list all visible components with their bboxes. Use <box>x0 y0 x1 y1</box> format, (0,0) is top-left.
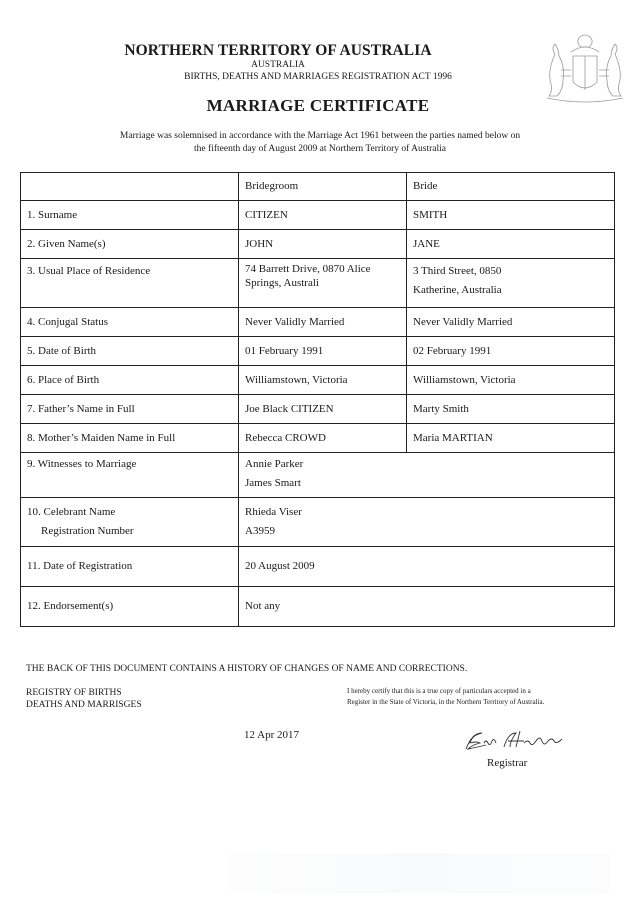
table-row <box>21 259 615 308</box>
registry-name <box>26 687 142 711</box>
celebrant-values <box>239 498 615 547</box>
table-row <box>21 337 615 366</box>
celebrant-registration-number: A3959 <box>245 525 275 537</box>
table-row <box>21 366 615 395</box>
certify-line-1: I hereby certify that this is a true copy of particulars accepted in a <box>347 687 531 695</box>
marriage-details-table <box>20 172 615 627</box>
endorsements-value: Not any <box>239 587 615 627</box>
table-row <box>21 424 615 453</box>
certification-statement <box>347 686 544 708</box>
witness-names <box>239 453 615 498</box>
registry-line-2: DEATHS AND MARRISGES <box>26 700 142 710</box>
celebrant-row <box>21 498 615 547</box>
groom-value: Never Validly Married <box>239 308 407 337</box>
issue-date: 12 Apr 2017 <box>244 729 299 741</box>
faint-watermark <box>225 853 610 893</box>
row-label: 1. Surname <box>21 201 239 230</box>
witness-name: James Smart <box>245 477 301 489</box>
registry-line-1: REGISTRY OF BIRTHS <box>26 688 122 698</box>
table-row <box>21 230 615 259</box>
bride-value: JANE <box>407 230 615 259</box>
certify-line-2: Register in the State of Victoria, in the Northern Territory of Australia. <box>347 698 545 706</box>
table-row <box>21 308 615 337</box>
row-label: 2. Given Name(s) <box>21 230 239 259</box>
row-label: 5. Date of Birth <box>21 337 239 366</box>
solemnisation-statement <box>60 130 580 156</box>
bride-value: SMITH <box>407 201 615 230</box>
table-row <box>21 201 615 230</box>
table-header-row <box>21 173 615 201</box>
territory-heading: NORTHERN TERRITORY OF AUSTRALIA <box>124 42 432 59</box>
registrar-signature-icon <box>460 727 570 755</box>
header-blank-cell <box>21 173 239 201</box>
table-row <box>21 395 615 424</box>
row-label: 11. Date of Registration <box>21 547 239 587</box>
row-label: 3. Usual Place of Residence <box>21 259 239 308</box>
groom-value: JOHN <box>239 230 407 259</box>
bride-value: Williamstown, Victoria <box>407 366 615 395</box>
bride-residence-line-2: Katherine, Australia <box>413 284 502 296</box>
witness-name: Annie Parker <box>245 458 304 470</box>
back-of-document-notice: THE BACK OF THIS DOCUMENT CONTAINS A HISTORY OF CHANGES OF NAME AND CORRECTIONS. <box>26 664 468 674</box>
groom-value: Williamstown, Victoria <box>239 366 407 395</box>
groom-value: 74 Barrett Drive, 0870 Alice Springs, Australi <box>239 259 407 308</box>
row-label: 12. Endorsement(s) <box>21 587 239 627</box>
row-label: 8. Mother’s Maiden Name in Full <box>21 424 239 453</box>
groom-value: CITIZEN <box>239 201 407 230</box>
groom-value: Joe Black CITIZEN <box>239 395 407 424</box>
bride-column-header: Bride <box>407 173 615 201</box>
row-label: 4. Conjugal Status <box>21 308 239 337</box>
bride-value <box>407 259 615 308</box>
bridegroom-column-header: Bridegroom <box>239 173 407 201</box>
row-label: 9. Witnesses to Marriage <box>21 453 239 498</box>
bride-value: Marty Smith <box>407 395 615 424</box>
celebrant-name: Rhieda Viser <box>245 506 302 518</box>
witnesses-row <box>21 453 615 498</box>
groom-value: Rebecca CROWD <box>239 424 407 453</box>
intro-line-2: the fifteenth day of August 2009 at Northern Territory of Australia <box>194 144 446 154</box>
registration-date-value: 20 August 2009 <box>239 547 615 587</box>
bride-value: 02 February 1991 <box>407 337 615 366</box>
bride-value: Maria MARTIAN <box>407 424 615 453</box>
celebrant-labels <box>21 498 239 547</box>
celebrant-name-label: 10. Celebrant Name <box>27 506 116 518</box>
row-label: 6. Place of Birth <box>21 366 239 395</box>
act-subheading: BIRTHS, DEATHS AND MARRIAGES REGISTRATION ACT 1996 <box>184 72 452 82</box>
registrar-title: Registrar <box>487 757 528 769</box>
bride-residence-line-1: 3 Third Street, 0850 <box>413 265 502 277</box>
coat-of-arms-icon <box>535 30 635 110</box>
country-subheading: AUSTRALIA <box>251 60 305 70</box>
registration-number-label: Registration Number <box>41 525 134 537</box>
groom-value: 01 February 1991 <box>239 337 407 366</box>
certificate-title: MARRIAGE CERTIFICATE <box>206 96 430 115</box>
endorsements-row <box>21 587 615 627</box>
intro-line-1: Marriage was solemnised in accordance with the Marriage Act 1961 between the parties named below on <box>119 131 521 141</box>
bride-value: Never Validly Married <box>407 308 615 337</box>
row-label: 7. Father’s Name in Full <box>21 395 239 424</box>
registration-date-row <box>21 547 615 587</box>
